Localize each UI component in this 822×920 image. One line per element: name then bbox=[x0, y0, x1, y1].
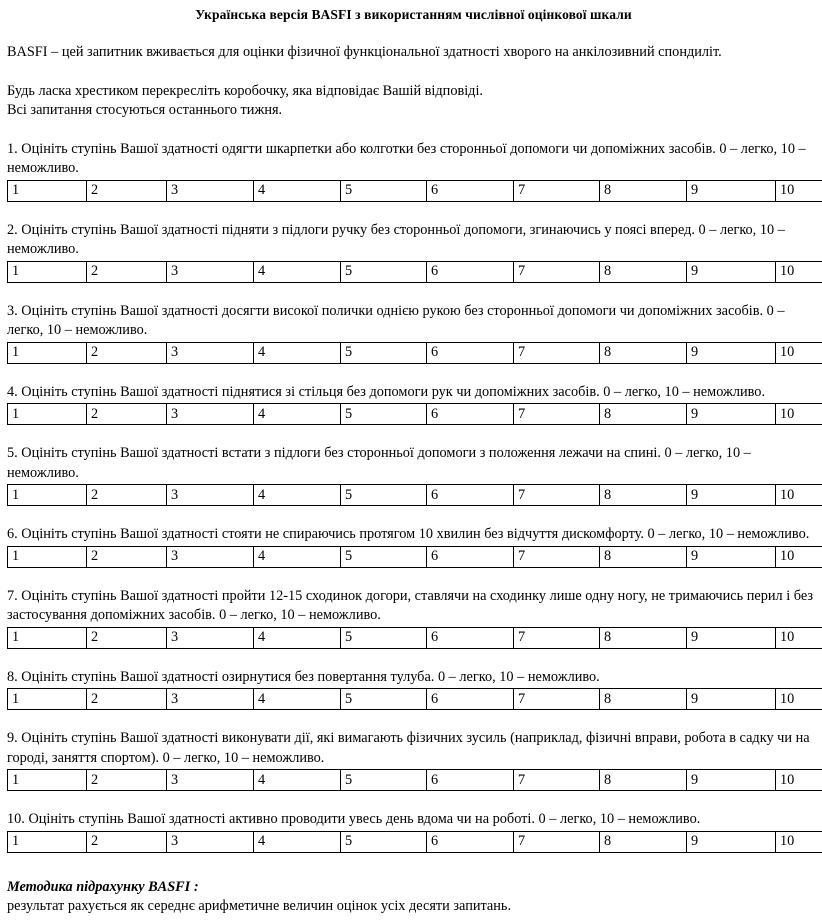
rating-cell-8[interactable]: 8 bbox=[600, 404, 687, 425]
rating-cell-8[interactable]: 8 bbox=[600, 689, 687, 710]
question-spacer bbox=[7, 364, 820, 383]
rating-cell-10[interactable]: 10 bbox=[776, 770, 822, 791]
rating-cell-7[interactable]: 7 bbox=[514, 831, 600, 852]
rating-cell-7[interactable]: 7 bbox=[514, 261, 600, 282]
question-spacer bbox=[7, 425, 820, 444]
question-spacer bbox=[7, 791, 820, 810]
question-spacer bbox=[7, 649, 820, 668]
question-text: 3. Оцініть ступінь Вашої здатності досягти високої полички однією рукою без сторонньої допомоги чи допоміжних засобів. 0 – легко, 10 – неможливо. bbox=[7, 302, 785, 338]
rating-cell-5[interactable]: 5 bbox=[341, 342, 427, 363]
rating-scale-table bbox=[7, 403, 822, 425]
page-title: Українська версія BASFI з використанням числівної оцінкової шкали bbox=[195, 7, 632, 22]
rating-cell-1[interactable]: 1 bbox=[8, 261, 87, 282]
rating-cell-8[interactable]: 8 bbox=[600, 831, 687, 852]
rating-cell-9[interactable]: 9 bbox=[687, 627, 776, 648]
rating-cell-10[interactable]: 10 bbox=[776, 689, 822, 710]
rating-cell-5[interactable]: 5 bbox=[341, 180, 427, 201]
table-row bbox=[8, 342, 822, 363]
rating-cell-3[interactable]: 3 bbox=[167, 485, 254, 506]
rating-cell-1[interactable]: 1 bbox=[8, 546, 87, 567]
rating-cell-10[interactable]: 10 bbox=[776, 404, 822, 425]
rating-cell-4[interactable]: 4 bbox=[254, 627, 341, 648]
rating-cell-1[interactable]: 1 bbox=[8, 627, 87, 648]
rating-cell-3[interactable]: 3 bbox=[167, 627, 254, 648]
question-spacer bbox=[7, 710, 820, 729]
rating-cell-1[interactable]: 1 bbox=[8, 180, 87, 201]
rating-cell-4[interactable]: 4 bbox=[254, 546, 341, 567]
rating-scale-table bbox=[7, 342, 822, 364]
rating-cell-2[interactable]: 2 bbox=[87, 261, 167, 282]
question-spacer bbox=[7, 506, 820, 525]
rating-cell-9[interactable]: 9 bbox=[687, 485, 776, 506]
question-text: 8. Оцініть ступінь Вашої здатності озирнутися без повертання тулуба. 0 – легко, 10 – неможливо. bbox=[7, 668, 600, 685]
rating-cell-1[interactable]: 1 bbox=[8, 404, 87, 425]
question-text: 10. Оцініть ступінь Вашої здатності активно проводити увесь день вдома чи на роботі. 0 – легко, 10 – неможливо. bbox=[7, 811, 701, 827]
rating-cell-4[interactable]: 4 bbox=[254, 261, 341, 282]
rating-cell-10[interactable]: 10 bbox=[776, 261, 822, 282]
table-row bbox=[8, 689, 822, 710]
rating-cell-8[interactable]: 8 bbox=[600, 485, 687, 506]
rating-cell-9[interactable]: 9 bbox=[687, 180, 776, 201]
rating-cell-3[interactable]: 3 bbox=[167, 404, 254, 425]
question-text: 4. Оцініть ступінь Вашої здатності піднятися зі стільця без допомоги рук чи допоміжних засобів. 0 – легко, 10 – неможливо. bbox=[7, 383, 766, 400]
instruction-line-2: Всі запитання стосуються останнього тижня. bbox=[7, 102, 283, 118]
rating-cell-8[interactable]: 8 bbox=[600, 180, 687, 201]
table-row bbox=[8, 404, 822, 425]
question-block bbox=[7, 668, 820, 711]
rating-cell-6[interactable]: 6 bbox=[427, 485, 514, 506]
rating-cell-1[interactable]: 1 bbox=[8, 689, 87, 710]
rating-scale-table bbox=[7, 180, 822, 202]
rating-scale-table bbox=[7, 831, 822, 853]
rating-cell-6[interactable]: 6 bbox=[427, 342, 514, 363]
rating-scale-table bbox=[7, 546, 822, 568]
question-block bbox=[7, 729, 820, 791]
rating-cell-4[interactable]: 4 bbox=[254, 342, 341, 363]
rating-cell-2[interactable]: 2 bbox=[87, 485, 167, 506]
question-text: 1. Оцініть ступінь Вашої здатності одягти шкарпетки або колготки без сторонньої допомоги чи допоміжних засобів. 0 – легко, 10 – неможливо. bbox=[7, 140, 806, 176]
rating-cell-9[interactable]: 9 bbox=[687, 404, 776, 425]
rating-cell-2[interactable]: 2 bbox=[87, 831, 167, 852]
rating-cell-7[interactable]: 7 bbox=[514, 689, 600, 710]
question-text: 5. Оцініть ступінь Вашої здатності встати з підлоги без сторонньої допомоги з положення лежачи на спині. 0 – легко, 10 – неможливо. bbox=[7, 445, 751, 481]
rating-cell-5[interactable]: 5 bbox=[341, 404, 427, 425]
rating-cell-5[interactable]: 5 bbox=[341, 770, 427, 791]
rating-cell-6[interactable]: 6 bbox=[427, 831, 514, 852]
rating-cell-6[interactable]: 6 bbox=[427, 180, 514, 201]
question-block bbox=[7, 444, 820, 506]
rating-cell-1[interactable]: 1 bbox=[8, 342, 87, 363]
rating-cell-1[interactable]: 1 bbox=[8, 831, 87, 852]
rating-cell-10[interactable]: 10 bbox=[776, 180, 822, 201]
rating-cell-8[interactable]: 8 bbox=[600, 770, 687, 791]
rating-cell-9[interactable]: 9 bbox=[687, 831, 776, 852]
rating-cell-2[interactable]: 2 bbox=[87, 180, 167, 201]
rating-cell-5[interactable]: 5 bbox=[341, 261, 427, 282]
question-block bbox=[7, 383, 820, 426]
rating-cell-4[interactable]: 4 bbox=[254, 180, 341, 201]
rating-cell-3[interactable]: 3 bbox=[167, 261, 254, 282]
rating-cell-4[interactable]: 4 bbox=[254, 831, 341, 852]
rating-cell-1[interactable]: 1 bbox=[8, 770, 87, 791]
question-spacer bbox=[7, 568, 820, 587]
rating-scale-table bbox=[7, 769, 822, 791]
question-spacer bbox=[7, 283, 820, 302]
scoring-footer bbox=[7, 878, 820, 917]
rating-cell-8[interactable]: 8 bbox=[600, 261, 687, 282]
rating-cell-6[interactable]: 6 bbox=[427, 261, 514, 282]
rating-cell-5[interactable]: 5 bbox=[341, 689, 427, 710]
rating-cell-10[interactable]: 10 bbox=[776, 627, 822, 648]
rating-cell-9[interactable]: 9 bbox=[687, 546, 776, 567]
rating-cell-6[interactable]: 6 bbox=[427, 404, 514, 425]
rating-cell-9[interactable]: 9 bbox=[687, 261, 776, 282]
question-block bbox=[7, 525, 820, 568]
rating-scale-table bbox=[7, 627, 822, 649]
rating-cell-2[interactable]: 2 bbox=[87, 689, 167, 710]
rating-cell-4[interactable]: 4 bbox=[254, 689, 341, 710]
question-spacer bbox=[7, 202, 820, 221]
rating-cell-2[interactable]: 2 bbox=[87, 404, 167, 425]
rating-cell-6[interactable]: 6 bbox=[427, 546, 514, 567]
rating-cell-1[interactable]: 1 bbox=[8, 485, 87, 506]
table-row bbox=[8, 180, 822, 201]
question-text: 2. Оцініть ступінь Вашої здатності підняти з підлоги ручку без сторонньої допомоги, згинаючись у поясі вперед. 0 – легко, 10 – неможливо. bbox=[7, 221, 785, 257]
question-block bbox=[7, 302, 820, 364]
rating-cell-7[interactable]: 7 bbox=[514, 404, 600, 425]
question-block bbox=[7, 587, 820, 649]
table-row bbox=[8, 770, 822, 791]
rating-cell-8[interactable]: 8 bbox=[600, 342, 687, 363]
scoring-body: результат рахується як середнє арифметичне величин оцінок усіх десяти запитань. bbox=[7, 898, 512, 914]
rating-cell-2[interactable]: 2 bbox=[87, 770, 167, 791]
question-text: 7. Оцініть ступінь Вашої здатності пройти 12-15 сходинок догори, ставлячи на сходинку лише одну ногу, не тримаючись перил і без застосування допоміжних засобів. 0 – легко, 10 – неможливо. bbox=[7, 587, 814, 623]
rating-cell-6[interactable]: 6 bbox=[427, 770, 514, 791]
table-row bbox=[8, 261, 822, 282]
rating-cell-2[interactable]: 2 bbox=[87, 342, 167, 363]
rating-cell-10[interactable]: 10 bbox=[776, 546, 822, 567]
rating-cell-7[interactable]: 7 bbox=[514, 627, 600, 648]
rating-cell-5[interactable]: 5 bbox=[341, 485, 427, 506]
rating-cell-4[interactable]: 4 bbox=[254, 404, 341, 425]
rating-cell-3[interactable]: 3 bbox=[167, 689, 254, 710]
rating-scale-table bbox=[7, 261, 822, 283]
rating-cell-8[interactable]: 8 bbox=[600, 627, 687, 648]
rating-cell-9[interactable]: 9 bbox=[687, 770, 776, 791]
rating-cell-3[interactable]: 3 bbox=[167, 831, 254, 852]
rating-cell-9[interactable]: 9 bbox=[687, 342, 776, 363]
rating-cell-10[interactable]: 10 bbox=[776, 342, 822, 363]
table-row bbox=[8, 831, 822, 852]
rating-cell-6[interactable]: 6 bbox=[427, 627, 514, 648]
instruction-line-1: Будь ласка хрестиком перекресліть коробочку, яка відповідає Вашій відповіді. bbox=[7, 82, 484, 99]
rating-cell-7[interactable]: 7 bbox=[514, 770, 600, 791]
table-row bbox=[8, 546, 822, 567]
intro-paragraph: BASFI – цей запитник вживається для оцінки фізичної функціональної здатності хворого на анкілозивний спондиліт. bbox=[7, 44, 722, 60]
question-block bbox=[7, 140, 820, 202]
rating-cell-10[interactable]: 10 bbox=[776, 831, 822, 852]
rating-cell-3[interactable]: 3 bbox=[167, 770, 254, 791]
scoring-heading: Методика підрахунку BASFI : bbox=[7, 878, 199, 895]
instructions-block bbox=[7, 82, 820, 121]
rating-cell-3[interactable]: 3 bbox=[167, 180, 254, 201]
rating-cell-4[interactable]: 4 bbox=[254, 485, 341, 506]
question-text: 6. Оцініть ступінь Вашої здатності стояти не спираючись протягом 10 хвилин без відчуття дискомфорту. 0 – легко, 10 – неможливо. bbox=[7, 526, 810, 542]
rating-cell-3[interactable]: 3 bbox=[167, 342, 254, 363]
rating-cell-7[interactable]: 7 bbox=[514, 485, 600, 506]
rating-cell-5[interactable]: 5 bbox=[341, 546, 427, 567]
rating-cell-2[interactable]: 2 bbox=[87, 627, 167, 648]
question-block bbox=[7, 810, 820, 853]
rating-cell-4[interactable]: 4 bbox=[254, 770, 341, 791]
table-row bbox=[8, 485, 822, 506]
rating-cell-8[interactable]: 8 bbox=[600, 546, 687, 567]
rating-cell-10[interactable]: 10 bbox=[776, 485, 822, 506]
rating-cell-3[interactable]: 3 bbox=[167, 546, 254, 567]
rating-cell-9[interactable]: 9 bbox=[687, 689, 776, 710]
rating-cell-2[interactable]: 2 bbox=[87, 546, 167, 567]
rating-scale-table bbox=[7, 484, 822, 506]
questions-list bbox=[7, 140, 820, 853]
rating-cell-5[interactable]: 5 bbox=[341, 831, 427, 852]
table-row bbox=[8, 627, 822, 648]
rating-cell-7[interactable]: 7 bbox=[514, 180, 600, 201]
rating-cell-6[interactable]: 6 bbox=[427, 689, 514, 710]
question-text: 9. Оцініть ступінь Вашої здатності виконувати дії, які вимагають фізичних зусиль (наприклад, фізичні вправи, робота в садку чи на городі, заняття спортом). 0 – легко, 10 – неможливо. bbox=[7, 730, 810, 766]
rating-cell-7[interactable]: 7 bbox=[514, 342, 600, 363]
rating-cell-7[interactable]: 7 bbox=[514, 546, 600, 567]
rating-cell-5[interactable]: 5 bbox=[341, 627, 427, 648]
question-block bbox=[7, 221, 820, 283]
rating-scale-table bbox=[7, 688, 822, 710]
